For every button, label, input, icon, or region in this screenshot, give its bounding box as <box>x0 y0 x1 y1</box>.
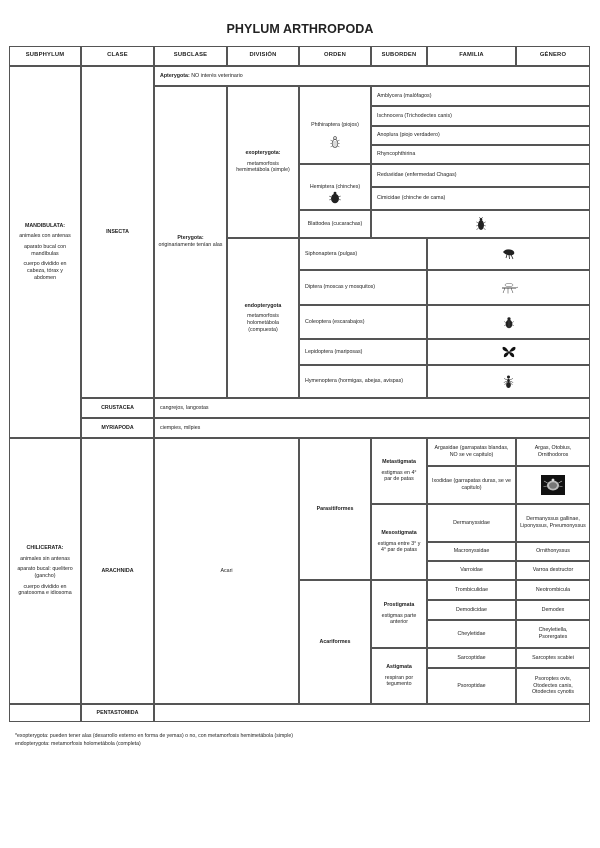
subclase-acari: Acari <box>154 438 299 704</box>
butterfly-icon <box>502 346 516 358</box>
subclase-pterygota <box>154 86 227 398</box>
footnote-endopterygota: endopterygota: metamorfosis holometábola (completa) <box>15 740 141 747</box>
louse-icon <box>330 135 340 149</box>
footnotes <box>15 733 293 749</box>
genero-argasidae <box>516 438 590 466</box>
pterygota-name: Pterygota: <box>177 235 204 242</box>
hemiptera-label: Hemiptera (chinches) <box>309 183 361 190</box>
suborden-cimicidae: Cimicidae (chinche de cama) <box>371 187 590 210</box>
mandibulata-desc-1: animales con antenas <box>19 233 71 240</box>
familia-cheyletidae: Cheyletidae <box>427 620 516 648</box>
subclase-apterygota <box>154 66 590 86</box>
pentastomida-subphylum-cell <box>9 704 81 722</box>
orden-acariformes: Acariformes <box>299 580 371 704</box>
genero-dermanyssidae <box>516 504 590 542</box>
chelicerata-desc-1: animales sin antenas <box>20 555 70 562</box>
header-division: DIVISIÓN <box>227 46 299 66</box>
orden-siphonaptera: Siphonaptera (pulgas) <box>299 238 427 270</box>
cheyletidae-genus: Cheyletiella, Psorergates <box>538 627 568 640</box>
argasidae-genus: Argas, Otobius, Ornithodoros <box>534 445 572 458</box>
subphylum-mandibulata <box>9 66 81 438</box>
metastigmata-desc: estigmas en 4° par de patas <box>381 469 417 483</box>
phthiraptera-label: Phthiraptera (piojos) <box>311 121 359 128</box>
header-familia: FAMILIA <box>427 46 516 66</box>
crustacea-desc: cangrejos, langostas <box>154 398 590 418</box>
genero-psoroptidae <box>516 668 590 704</box>
lepidoptera-image-cell <box>427 339 590 365</box>
genero-sarcoptidae: Sarcoptes scabiei <box>516 648 590 668</box>
ixodidae-label: Ixodidae (garrapatas duras, se ve capitulo) <box>432 478 511 491</box>
header-suborden: SUBORDEN <box>371 46 427 66</box>
familia-sarcoptidae: Sarcoptidae <box>427 648 516 668</box>
orden-diptera: Diptera (moscas y mosquitos) <box>299 270 427 305</box>
endopterygota-name: endopterygota <box>244 302 282 309</box>
mesostigmata-name: Mesostigmata <box>381 530 417 537</box>
chelicerata-name: CHILICERATA: <box>26 545 64 552</box>
genero-ixodidae-image <box>516 466 590 504</box>
mosquito-icon <box>500 282 518 294</box>
familia-argasidae <box>427 438 516 466</box>
clase-myriapoda: MYRIAPODA <box>81 418 154 438</box>
subphylum-chelicerata <box>9 438 81 704</box>
suborden-anoplura: Anoplura (piojo verdadero) <box>371 126 590 145</box>
orden-hymenoptera: Hymenoptera (hormigas, abejas, avispas) <box>299 365 427 398</box>
clase-insecta: INSECTA <box>81 66 154 398</box>
orden-phthiraptera <box>299 86 371 164</box>
chelicerata-desc-3: cuerpo dividido en gnatosoma e idiosoma <box>18 583 72 597</box>
division-endopterygota <box>227 238 299 398</box>
familia-dermanyssidae: Dermanyssidae <box>427 504 516 542</box>
suborden-amblycera: Amblycera (malófagos) <box>371 86 590 106</box>
page-title: PHYLUM ARTHROPODA <box>226 22 374 36</box>
header-orden: ORDEN <box>299 46 371 66</box>
header-clase: CLASE <box>81 46 154 66</box>
prostigmata-name: Prostigmata <box>383 602 415 609</box>
hymenoptera-image-cell <box>427 365 590 398</box>
suborden-ischnocera: Ischnocera (Trichodectes canis) <box>371 106 590 126</box>
chelicerata-desc-2: aparato bucal: quelitero (gancho) <box>17 566 73 579</box>
metastigmata-name: Metastigmata <box>382 459 416 466</box>
flea-icon <box>502 248 516 260</box>
familia-macronyssidae: Macronyssidae <box>427 542 516 561</box>
psoroptidae-genus: Psoroptes ovis, Otodectes canis, Otodectes cynotis <box>531 676 575 696</box>
prostigmata-desc: estigmas parte anterior <box>381 612 417 626</box>
clase-crustacea: CRUSTACEA <box>81 398 154 418</box>
familia-demodicidae: Demodicidae <box>427 600 516 620</box>
dermanyssidae-genus: Dermanyssus gallinae, Liponyssus, Pneumonyssus <box>520 516 586 529</box>
blattodea-image-cell <box>371 210 590 238</box>
exopterygota-desc: metamorfosis hemimetábola (simple) <box>236 160 290 174</box>
endopterygota-desc: metamorfosis holometábola (compuesta) <box>247 313 279 333</box>
apterygota-name: Apterygota: <box>160 72 190 79</box>
siphonaptera-image-cell <box>427 238 590 270</box>
clase-pentastomida: PENTASTOMIDA <box>81 704 154 722</box>
suborden-prostigmata <box>371 580 427 648</box>
ant-icon <box>503 375 514 389</box>
orden-blattodea: Blattodea (cucarachas) <box>299 210 371 238</box>
exopterygota-name: exopterygota: <box>245 150 281 157</box>
astigmata-name: Astigmata <box>386 664 412 671</box>
genero-trombiculidae: Neotrombicula <box>516 580 590 600</box>
genero-demodicidae: Demodex <box>516 600 590 620</box>
genero-cheyletidae <box>516 620 590 648</box>
familia-varroidae: Varroidae <box>427 561 516 580</box>
orden-hemiptera <box>299 164 371 210</box>
suborden-rhyncophthirina: Rhyncophthirina <box>371 145 590 164</box>
bedbug-icon <box>329 191 341 204</box>
argasidae-label: Argasidae (garrapatas blandas, NO se ve capitulo) <box>434 445 509 458</box>
footnote-exopterygota: *exopterygota: pueden tener alas (desarrollo externo en forma de yemas) o no, con metamorfosis hemimetábola (simple) <box>15 733 293 739</box>
clase-arachnida: ARACHNIDA <box>81 438 154 704</box>
coleoptera-image-cell <box>427 305 590 339</box>
astigmata-desc: respiran por tegumento <box>384 674 414 688</box>
suborden-metastigmata <box>371 438 427 504</box>
mesostigmata-desc: estigma entre 3° y 4° par de patas <box>377 540 421 554</box>
header-genero: GÉNERO <box>516 46 590 66</box>
division-exopterygota <box>227 86 299 238</box>
familia-ixodidae <box>427 466 516 504</box>
mandibulata-desc-3: cuerpo dividido en cabeza, tórax y abdomen <box>23 261 67 281</box>
mandibulata-name: MANDIBULATA: <box>24 222 66 229</box>
orden-coleoptera: Coleoptera (escarabajos) <box>299 305 427 339</box>
myriapoda-desc: ciempies, milpies <box>154 418 590 438</box>
suborden-reduviidae: Reduviidae (enfermedad Chagas) <box>371 164 590 187</box>
orden-parasitiformes: Parasitiformes <box>299 438 371 580</box>
header-subphylum: SUBPHYLUM <box>9 46 81 66</box>
header-subclase: SUBCLASE <box>154 46 227 66</box>
diptera-image-cell <box>427 270 590 305</box>
familia-trombiculidae: Trombiculidae <box>427 580 516 600</box>
pterygota-desc: originariamente tenían alas <box>158 242 223 248</box>
orden-lepidoptera: Lepidoptera (mariposas) <box>299 339 427 365</box>
apterygota-desc: NO interés veterinario <box>191 72 243 79</box>
pentastomida-rest-cell <box>154 704 590 722</box>
tick-photo-icon <box>541 475 565 495</box>
mandibulata-desc-2: aparato bucal con mandíbulas <box>23 244 67 257</box>
genero-varroidae: Varroa destructor <box>516 561 590 580</box>
genero-macronyssidae: Ornithonyssus <box>516 542 590 561</box>
suborden-mesostigmata <box>371 504 427 580</box>
familia-psoroptidae: Psoroptidae <box>427 668 516 704</box>
beetle-icon <box>504 316 514 329</box>
cockroach-icon <box>476 217 486 231</box>
suborden-astigmata <box>371 648 427 704</box>
